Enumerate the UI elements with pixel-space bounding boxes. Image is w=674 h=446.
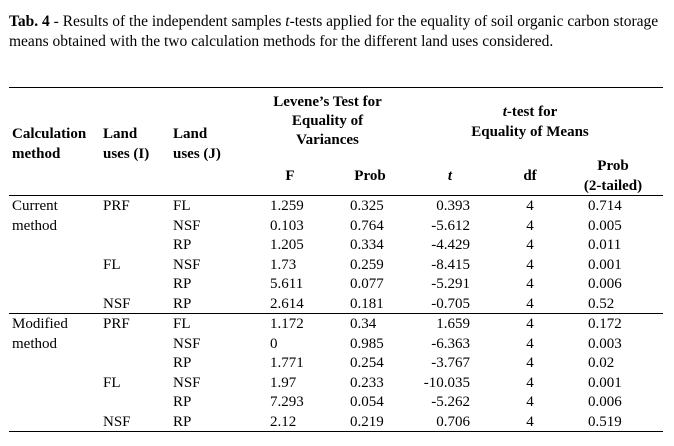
land-i-cell: FL [103,375,121,391]
prob2-cell: 0.001 [588,257,622,273]
df-cell: 4 [526,394,534,410]
land-j-cell: RP [173,276,192,292]
table-caption [9,12,663,52]
land-j-cell: RP [173,355,192,371]
prob2-cell: 0.006 [588,394,622,410]
prob2-cell: 0.52 [588,296,615,312]
land-j-cell: FL [173,316,191,332]
prob2-cell: 0.011 [588,237,622,253]
header-levene-2: Equality of [291,113,364,129]
prob-cell: 0.985 [350,336,384,352]
land-i-cell: PRF [103,316,130,332]
header-levene-1: Levene’s Test for [273,94,382,110]
df-cell: 4 [526,336,534,352]
caption-label: Tab. 4 [9,13,50,30]
df-cell: 4 [526,375,534,391]
caption-t: t [285,13,290,30]
land-j-cell: FL [173,198,191,214]
prob2-cell: 0.001 [588,375,622,391]
method-cell: method [12,218,57,234]
t-cell: 1.659 [436,316,470,332]
caption-text-b: -tests applied for the equality of soil organic carbon storage means obtained with the two calculation methods for the different land uses considered. [9,13,659,50]
prob-cell: 0.259 [350,257,384,273]
header-t: t [447,168,453,184]
t-cell: -8.415 [431,257,470,273]
method-cell: method [12,336,57,352]
land-i-cell: NSF [103,296,131,312]
f-cell: 1.97 [270,375,297,391]
df-cell: 4 [526,296,534,312]
t-cell: 0.706 [436,414,470,430]
f-cell: 2.614 [270,296,304,312]
df-cell: 4 [526,198,534,214]
t-cell: -5.262 [431,394,470,410]
header-ttest-1b: -test for [506,104,558,120]
df-cell: 4 [526,257,534,273]
land-j-cell: NSF [173,375,201,391]
land-i-cell: PRF [103,198,130,214]
land-j-cell: RP [173,394,192,410]
df-cell: 4 [526,414,534,430]
header-ttest-2: Equality of Means [471,124,589,140]
land-j-cell: RP [173,237,192,253]
header-calc-method-2: method [12,146,61,162]
land-j-cell: RP [173,296,192,312]
t-cell: -3.767 [431,355,470,371]
prob2-cell: 0.02 [588,355,615,371]
prob-cell: 0.233 [350,375,384,391]
header-land-i-2: uses (I) [103,146,150,162]
df-cell: 4 [526,355,534,371]
t-cell: -5.291 [431,276,470,292]
f-cell: 0.103 [270,218,304,234]
land-i-cell: FL [103,257,121,273]
land-j-cell: RP [173,414,192,430]
header-prob2-1: Prob [597,158,629,174]
land-i-cell: NSF [103,414,131,430]
f-cell: 1.259 [270,198,304,214]
t-cell: -10.035 [423,375,470,391]
t-cell: -4.429 [431,237,470,253]
prob-cell: 0.054 [350,394,384,410]
prob2-cell: 0.006 [588,276,622,292]
prob-cell: 0.764 [350,218,384,234]
top-rule [9,87,663,88]
header-ttest-t: t [502,104,507,120]
prob2-cell: 0.003 [588,336,622,352]
header-F: F [285,168,295,184]
header-prob: Prob [354,168,386,184]
prob-cell: 0.334 [350,237,384,253]
header-land-j-1: Land [173,126,208,142]
prob-cell: 0.219 [350,414,384,430]
t-cell: 0.393 [436,198,470,214]
f-cell: 1.771 [270,355,304,371]
header-rule [9,195,663,196]
f-cell: 5.611 [270,276,304,292]
prob-cell: 0.34 [350,316,377,332]
header-land-i-1: Land [103,126,138,142]
prob2-cell: 0.714 [588,198,622,214]
header-ttest-1 [415,103,645,121]
land-j-cell: NSF [173,257,201,273]
bottom-rule [9,431,663,432]
prob-cell: 0.077 [350,276,384,292]
method-cell: Modified [12,316,68,332]
header-df: df [523,168,537,184]
prob-cell: 0.325 [350,198,384,214]
prob2-cell: 0.519 [588,414,622,430]
group-divider-rule [9,313,663,314]
method-cell: Current [12,198,58,214]
t-cell: -6.363 [431,336,470,352]
f-cell: 1.205 [270,237,304,253]
df-cell: 4 [526,316,534,332]
f-cell: 0 [270,336,278,352]
prob2-cell: 0.172 [588,316,622,332]
caption-text-a: - Results of the independent samples [49,13,286,30]
df-cell: 4 [526,237,534,253]
header-calc-method-1: Calculation [12,126,87,142]
land-j-cell: NSF [173,218,201,234]
f-cell: 1.73 [270,257,297,273]
df-cell: 4 [526,218,534,234]
f-cell: 1.172 [270,316,304,332]
prob2-cell: 0.005 [588,218,622,234]
df-cell: 4 [526,276,534,292]
prob-cell: 0.181 [350,296,384,312]
header-land-j-2: uses (J) [173,146,221,162]
f-cell: 2.12 [270,414,297,430]
header-levene-3: Variances [296,132,359,148]
t-cell: -0.705 [431,296,470,312]
f-cell: 7.293 [270,394,304,410]
header-prob2-2: (2-tailed) [583,178,643,194]
t-cell: -5.612 [431,218,470,234]
land-j-cell: NSF [173,336,201,352]
prob-cell: 0.254 [350,355,384,371]
